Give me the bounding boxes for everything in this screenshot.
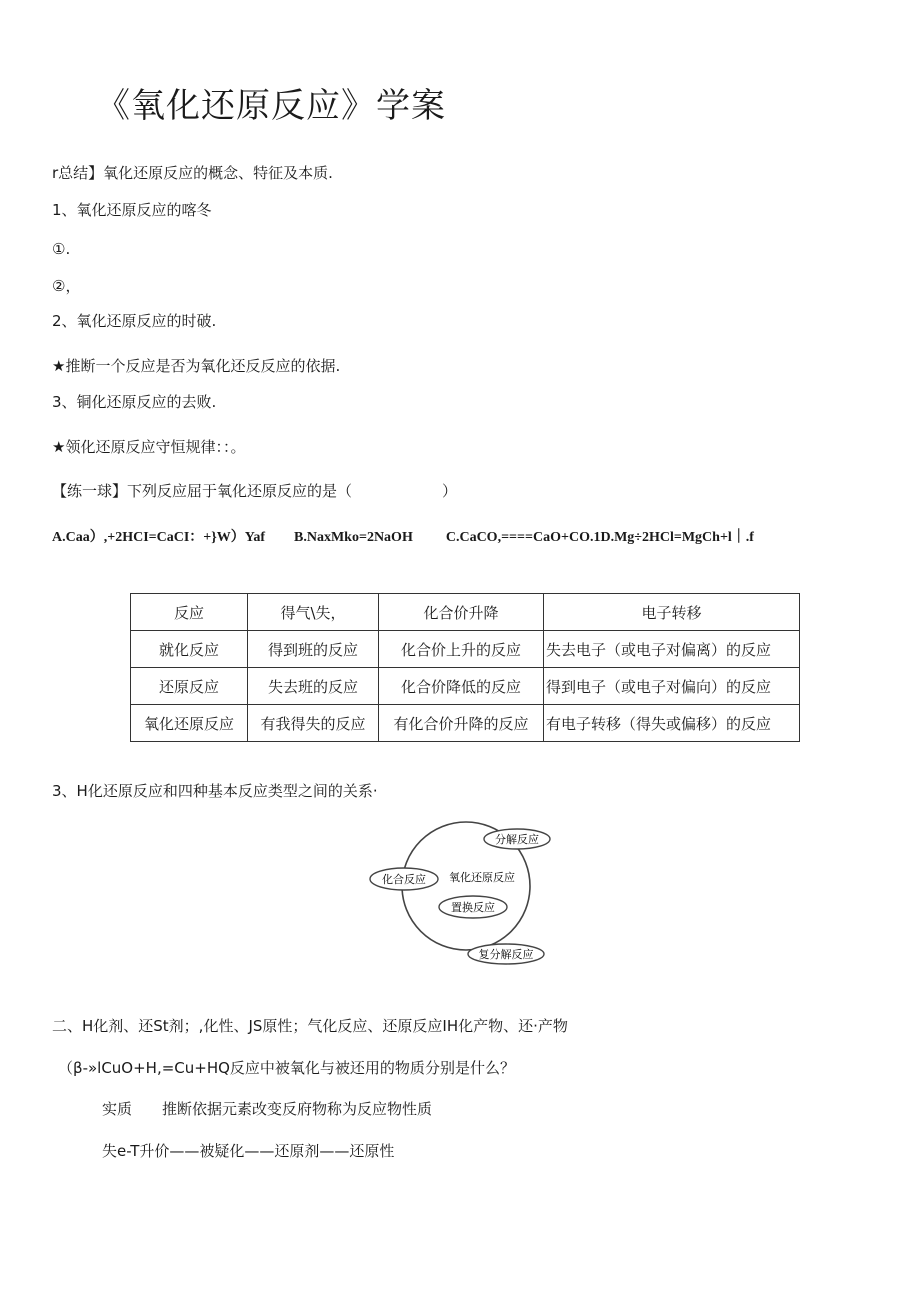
table-header-cell: 得气\失， [248, 594, 379, 631]
table-cell: 有我得失的反应 [248, 705, 379, 742]
table-header-row [131, 594, 800, 631]
reaction-venn-diagram [360, 815, 560, 970]
table-header-cell: 化合价升降 [379, 594, 544, 631]
section2-question: （β-»lCuO+H,=Cu+HQ反应中被氧化与被还用的物质分别是什么？ [58, 1059, 515, 1077]
table-cell: 得到电子（或电子对偏向）的反应 [544, 668, 800, 705]
exercise-options [52, 526, 754, 546]
table-cell: 化合价降低的反应 [379, 668, 544, 705]
table-header-cell: 电子转移 [544, 594, 800, 631]
summary-item-2: 2、氧化还原反应的时破. [52, 312, 217, 330]
summary-item-1b: ②， [52, 277, 81, 295]
exercise-prompt: 【练一球】下列反应屈于氧化还原反应的是（ ） [52, 482, 458, 500]
table-row [131, 668, 800, 705]
option-c: C.CaCO,====CaO+CO.1D.Mg÷2HCl=MgCh+l｜.f [445, 530, 754, 545]
table-cell: 有电子转移（得失或偏移）的反应 [544, 705, 800, 742]
essence-text: 推断依据元素改变反府物称为反应物性质 [162, 1100, 433, 1118]
table-row [131, 631, 800, 668]
table-cell: 有化合价升降的反应 [379, 705, 544, 742]
section2-heading: 二、H化剂、还St剂；,化性、JS原性；气化反应、还原反应IH化产物、还·产物 [52, 1017, 568, 1035]
double-decomposition-label: 复分解反应 [478, 948, 534, 961]
table-cell: 化合价上升的反应 [379, 631, 544, 668]
summary-item-3: 3、铜化还原反应的去败. [52, 393, 217, 411]
displacement-label: 置换反应 [451, 901, 495, 914]
summary-item-1: 1、氧化还原反应的喀冬 [52, 201, 212, 219]
summary-note-1: ★推断一个反应是否为氧化还反反应的依据. [52, 357, 341, 375]
oxidation-chain: 失e-T升价——被疑化——还原剂——还原性 [102, 1142, 395, 1160]
option-b: B.NaxMko=2NaOH [294, 530, 413, 545]
concept-table [130, 593, 800, 742]
table-cell: 还原反应 [131, 668, 248, 705]
combination-label: 化合反应 [382, 873, 426, 886]
table-cell: 氧化还原反应 [131, 705, 248, 742]
summary-heading: r总结】氧化还原反应的概念、特征及本质. [52, 164, 333, 182]
essence-label: 实质 [102, 1100, 133, 1118]
table-row [131, 705, 800, 742]
table-cell: 得到班的反应 [248, 631, 379, 668]
table-cell: 就化反应 [131, 631, 248, 668]
table-cell: 失去电子（或电子对偏离）的反应 [544, 631, 800, 668]
table-cell: 失去班的反应 [248, 668, 379, 705]
option-a: A.Caa）,+2HCI=CaCI：+}W）Yaf [52, 530, 266, 545]
decomposition-label: 分解反应 [495, 833, 539, 846]
relation-heading: 3、H化还原反应和四种基本反应类型之间的关系· [52, 782, 378, 800]
summary-note-2: ★领化还原反应守恒规律：：。 [52, 438, 246, 456]
page-title: 《氧化还原反应》学案 [96, 86, 446, 126]
summary-item-1a: ①. [52, 240, 71, 258]
table-header-cell: 反应 [131, 594, 248, 631]
redox-label: 氧化还原反应 [449, 871, 515, 884]
